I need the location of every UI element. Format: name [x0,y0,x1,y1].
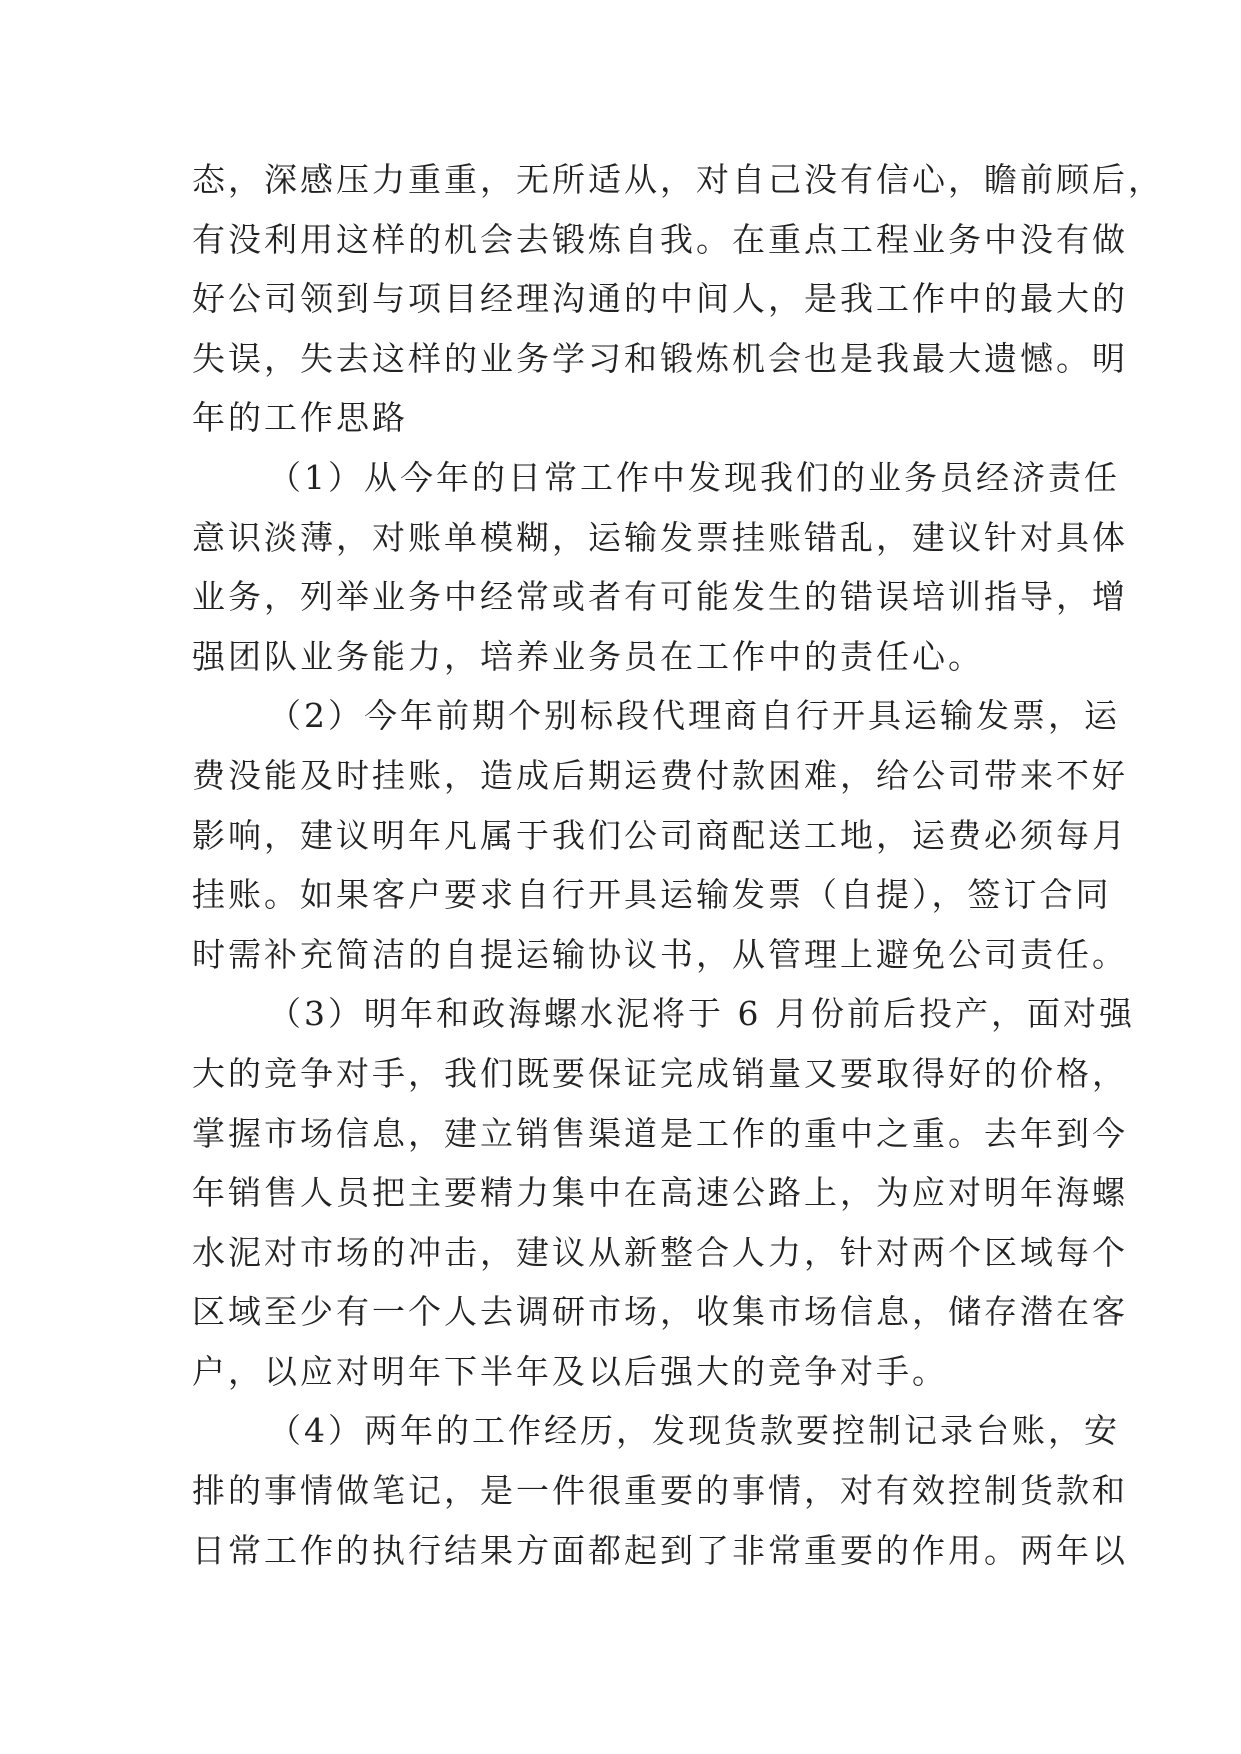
text-line: 时需补充简洁的自提运输协议书，从管理上避免公司责任。 [192,934,1128,974]
text-line: 有没利用这样的机会去锻炼自我。在重点工程业务中没有做 [192,219,1128,259]
text-line: 日常工作的执行结果方面都起到了非常重要的作用。两年以 [192,1530,1128,1570]
text-line: 区域至少有一个人去调研市场，收集市场信息，储存潜在客 [192,1292,1128,1332]
text-line: 排的事情做笔记，是一件很重要的事情，对有效控制货款和 [192,1471,1128,1511]
text-line: 业务，列举业务中经常或者有可能发生的错误培训指导，增 [192,577,1128,617]
text-line: 掌握市场信息，建立销售渠道是工作的重中之重。去年到今 [192,1113,1128,1153]
text-line: 大的竞争对手，我们既要保证完成销量又要取得好的价格， [192,1053,1128,1093]
text-line: 年的工作思路 [192,398,408,438]
paragraph-2-first-line: （2）今年前期个别标段代理商自行开具运输发票，运 [268,696,1120,736]
body-text [192,150,1164,1580]
text-line: 意识淡薄，对账单模糊，运输发票挂账错乱，建议针对具体 [192,517,1128,557]
text-line: 户，以应对明年下半年及以后强大的竞争对手。 [192,1351,948,1391]
text-line: 好公司领到与项目经理沟通的中间人，是我工作中的最大的 [192,279,1128,319]
text-line: 年销售人员把主要精力集中在高速公路上，为应对明年海螺 [192,1173,1128,1213]
text-line: 影响，建议明年凡属于我们公司商配送工地，运费必须每月 [192,815,1128,855]
paragraph-4-first-line: （4）两年的工作经历，发现货款要控制记录台账，安 [268,1411,1120,1451]
paragraph-3-first-line: （3）明年和政海螺水泥将于 6 月份前后投产，面对强 [268,994,1135,1034]
paragraph-1-first-line: （1）从今年的日常工作中发现我们的业务员经济责任 [268,457,1120,497]
text-line: 挂账。如果客户要求自行开具运输发票（自提），签订合同 [192,875,1112,915]
text-line: 水泥对市场的冲击，建议从新整合人力，针对两个区域每个 [192,1232,1128,1272]
text-line: 费没能及时挂账，造成后期运费付款困难，给公司带来不好 [192,755,1128,795]
text-line: 失误，失去这样的业务学习和锻炼机会也是我最大遗憾。明 [192,338,1128,378]
text-line: 态，深感压力重重，无所适从，对自己没有信心，瞻前顾后， [192,160,1164,199]
text-line: 强团队业务能力，培养业务员在工作中的责任心。 [192,636,984,676]
